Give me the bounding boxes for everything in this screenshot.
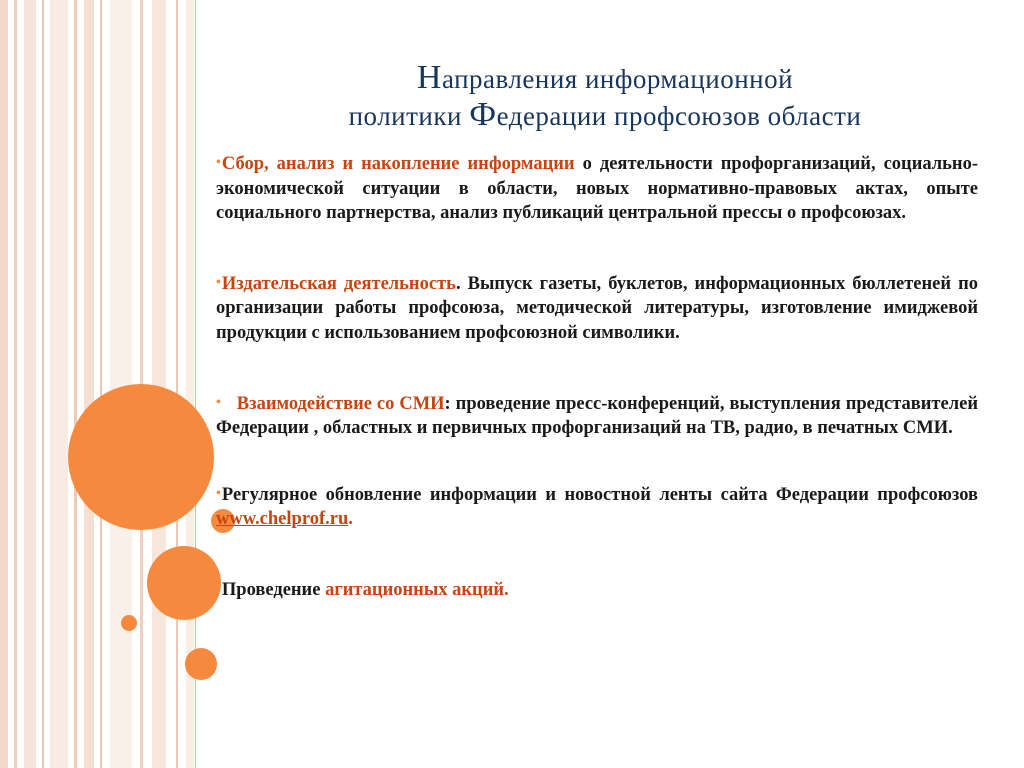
title-cap-letter: Н [416,59,442,96]
bullet-icon: • [216,274,221,290]
item-highlight: Взаимодействие со СМИ [236,393,445,414]
bullet-icon: • [216,485,221,501]
stripe [100,0,102,768]
slide-title [200,60,1010,134]
stripe [14,0,17,768]
title-text: политики [348,101,470,131]
item-text: о деятельности профорганизаций, социально-экономической ситуации в области, новых нормативно-правовых актах, опыте социального партнерства, анализ публикаций центральной прессы о профсоюзах. [216,154,978,224]
item-highlight: агитационных акций. [325,579,509,600]
slide-body [216,152,978,603]
stripe [84,0,94,768]
list-item [216,578,978,603]
item-text: Регулярное обновление информации и новостной ленты сайта Федерации профсоюзов [221,484,978,505]
title-text: аправления информационной [441,64,794,94]
list-item [216,483,978,532]
item-highlight: Сбор, анализ и накопление информации [221,154,575,174]
title-line-1 [200,60,1010,97]
item-highlight: Издательская деятельность [221,273,456,294]
decorative-circle-large [68,384,214,530]
decorative-circle-small [185,648,217,680]
item-text: . Выпуск газеты, буклетов, информационных бюллетеней по организации работы профсоюза, методической литературы, изготовление имиджевой продукции с использованием профсоюзной символики. [216,273,978,343]
bullet-icon: • [216,580,221,596]
stripe [74,0,77,768]
stripe [152,0,166,768]
bullet-icon: • [216,155,221,170]
title-text: едерации профсоюзов области [496,101,862,131]
item-text: Проведение [221,579,326,600]
item-text-end: . [348,509,353,530]
stripe [176,0,178,768]
title-cap-letter: Ф [469,96,497,133]
list-item [216,272,978,346]
stripe [50,0,68,768]
site-link[interactable]: www.chelprof.ru [216,509,349,530]
stripe [24,0,36,768]
item-text: : проведение пресс-конференций, выступления представителей Федерации , областных и первичных профорганизаций на ТВ, радио, в печатных СМИ. [216,393,978,439]
decorative-stripes [0,0,210,768]
stripe [42,0,44,768]
stripe [0,0,8,768]
list-item [216,392,978,441]
decorative-circle-tiny [121,615,137,631]
list-item [216,152,978,226]
title-line-2 [200,97,1010,134]
decorative-circle-medium [147,546,221,620]
bullet-icon: • [216,394,221,410]
